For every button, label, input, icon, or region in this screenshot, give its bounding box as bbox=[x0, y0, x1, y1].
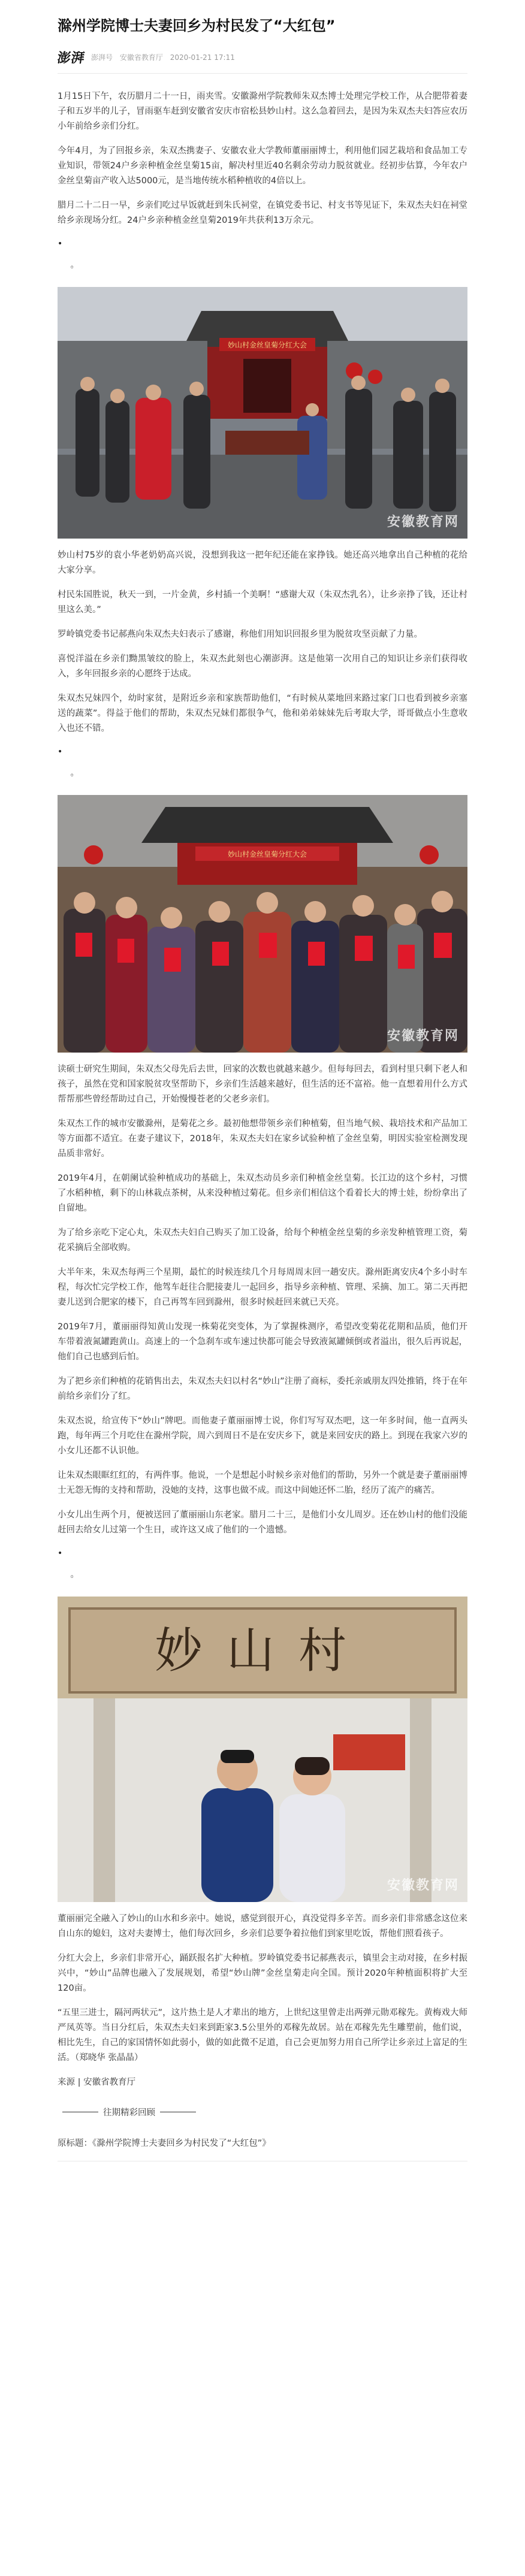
paragraph: 今年4月，为了回报乡亲，朱双杰携妻子、安徽农业大学教师董丽丽博士，利用他们园艺栽培和食品加工专业知识，带领24户乡亲种植金丝皇菊15亩，解决村里近40名剩余劳动力脱贫就业。经初步估算，今年农户金丝皇菊亩产收入达5000元，是当地传统水稻种植收的4倍以上。 bbox=[58, 146, 467, 186]
paragraph: 读硕士研究生期间，朱双杰父母先后去世，回家的次数也就越来越少。但每每回去，看到村里只剩下老人和孩子，虽然在党和国家脱贫攻坚帮助下，乡亲们生活越来越好，但生活的还不富裕。他一直想着用什么方式帮帮那些曾经帮助过自己，开始慢慢苍老的父老乡亲们。 bbox=[58, 1065, 467, 1104]
paragraph: 大半年来，朱双杰每两三个星期，最忙的时候连续几个月每周周末回一趟安庆。滁州距离安庆4个多小时车程，每次忙完学校工作，他驾车赶往合肥接妻儿一起回乡，指导乡亲种植、管理、采摘、加工。第二天再把妻儿送到合肥家的楼下，自己再驾车回到滁州，很多时候赶回来就已天亮。 bbox=[58, 1268, 467, 1307]
original-title-prefix: 原标题： bbox=[58, 2139, 92, 2148]
paragraph: 董丽丽完全融入了妙山的山水和乡亲中。她说，感觉到很开心，真没觉得多辛苦。而乡亲们非常感念这位来自山东的媳妇，这对夫妻博士，他们每次回乡，乡亲们总要争着拉他们到家里吃饭，帮他们照看孩子。 bbox=[58, 1914, 467, 1939]
paragraph: 小女儿出生两个月，便被送回了董丽丽山东老家。腊月二十三，是他们小女儿周岁。还在妙山村的他们没能赶回去给女儿过第一个生日，或许这又成了他们的一个遗憾。 bbox=[58, 1510, 467, 1535]
photo-villagers-envelopes bbox=[58, 795, 467, 1053]
article-title: 滁州学院博士夫妻回乡为村民发了“大红包” bbox=[58, 17, 336, 34]
divider bbox=[58, 73, 467, 74]
paragraph: 罗岭镇党委书记郝燕向朱双杰夫妇表示了感谢，称他们用知识回报乡里为脱贫攻坚贡献了力量。 bbox=[58, 630, 423, 639]
source-label: 澎湃号 bbox=[91, 53, 113, 62]
paragraph: 村民朱国胜说，秋天一到，一片金黄，乡村插一个美啊！“感谢大双（朱双杰乳名），让乡亲挣了钱，还让村里这么美。” bbox=[58, 590, 467, 615]
bullet-circle-icon: ◦ bbox=[70, 263, 75, 273]
bullet-circle-icon: ◦ bbox=[70, 1573, 75, 1582]
publisher-logo[interactable]: 澎湃 bbox=[56, 50, 86, 66]
bullet-dot-icon: • bbox=[58, 239, 63, 249]
article-photo-2 bbox=[58, 795, 467, 1053]
original-title-row bbox=[58, 2136, 467, 2149]
paragraph: 为了给乡亲吃下定心丸，朱双杰夫妇自己购买了加工设备，给每个种植金丝皇菊的乡亲发种植管理工资，菊花采摘后全部收购。 bbox=[58, 1228, 467, 1253]
paragraph: 分红大会上，乡亲们非常开心，踊跃报名扩大种植。罗岭镇党委书记郝燕表示，镇里会主动对接，在乡村振兴中，“妙山”品牌也融入了发展规划，希望“妙山牌”金丝皇菊走向全国。预计2020年种植面积将扩大至120亩。 bbox=[58, 1954, 467, 1993]
banner-text: 妙山村金丝皇菊分红大会 bbox=[227, 850, 307, 858]
more-label: 往期精彩回顾 bbox=[103, 2108, 155, 2118]
banner-text: 妙山村金丝皇菊分红大会 bbox=[227, 341, 307, 349]
author-name[interactable]: 安徽省教育厅 bbox=[119, 53, 163, 62]
paragraph: 2019年4月，在朝阑试验种植成功的基础上，朱双杰动员乡亲们种植金丝皇菊。长江边的这个乡村，习惯了水稻种植，剩下的山林栽点茶树，从来没种植过菊花。但乡亲们相信这个看着长大的博士娃，纷纷拿出了自留地。 bbox=[58, 1174, 467, 1213]
paragraph: 妙山村75岁的袁小华老奶奶高兴说，没想到我这一把年纪还能在家挣钱。她还高兴地拿出自己种植的花给大家分享。 bbox=[58, 551, 467, 575]
paragraph: 朱双杰说，给宣传下“妙山”牌吧。而他妻子董丽丽博士说，你们写写双杰吧，这一年多时间，他一直两头跑，每年两三个月吃住在滁州学院，周六到周日不是在安庆乡下，就是来回安庆的路上。到现在我家六岁的小女儿还都不认识他。 bbox=[58, 1416, 467, 1456]
paragraph: 喜悦洋溢在乡亲们黝黑皱纹的脸上，朱双杰此刻也心潮澎湃。这是他第一次用自己的知识让乡亲们获得收入，多年回报乡亲的心愿终于达成。 bbox=[58, 654, 467, 679]
original-title-link[interactable]: 《滁州学院博士夫妻回乡为村民发了“大红包”》 bbox=[92, 2139, 271, 2148]
paragraph: 让朱双杰眼眶红红的，有两件事。他说，一个是想起小时候乡亲对他们的帮助，另外一个就是妻子董丽丽博士无怨无悔的支持和帮助，没她的支持，这事也做不成。而这中间她还怀二胎，经历了流产的痛苦。 bbox=[58, 1471, 467, 1495]
paragraph: 1月15日下午，农历腊月二十一日，雨夹雪。安徽滁州学院教师朱双杰博士处理完学校工作，从合肥带着妻子和五岁半的儿子，冒雨驱车赶到安徽省安庆市宿松县妙山村。这么急着回去，是因为朱双杰夫妇答应农历小年前给乡亲们分红。 bbox=[58, 92, 468, 131]
paragraph: 为了把乡亲们种植的花销售出去，朱双杰夫妇以村名“妙山”注册了商标，委托亲戚朋友四处推销，终于在年前给乡亲们分了红。 bbox=[58, 1377, 467, 1401]
bullet-dot-icon: • bbox=[58, 747, 63, 757]
paragraph: “五里三进士，隔河两状元”，这片热土是人才辈出的地方，上世纪这里曾走出两弹元勋邓稼先。黄梅戏大师严凤英等。当日分红后，朱双杰夫妇来到距家3.5公里外的邓稼先故居。站在邓稼先先生雕塑前，他们说，相比先生，自己的家国情怀如此弱小，做的如此微不足道，自己会更加努力用自己所学让乡亲过上富足的生活。（郑晓华 张晶晶） bbox=[58, 2008, 467, 2063]
paragraph: 腊月二十二日一早，乡亲们吃过早饭就赶到朱氏祠堂，在镇党委书记、村支书等见证下，朱双杰夫妇在祠堂给乡亲现场分红。24户乡亲种植金丝皇菊2019年共获利13万余元。 bbox=[58, 201, 467, 225]
paragraph: 朱双杰工作的城市安徽滁州，是菊花之乡。最初他想带领乡亲们种植菊，但当地气候、栽培技术和产品加工等方面都不适宜。在妻子建议下，2018年，朱双杰夫妇在家乡试验种植了金丝皇菊，明因实验室检测发现品质非常好。 bbox=[58, 1119, 467, 1159]
bullet-circle-icon: ◦ bbox=[70, 771, 75, 781]
article-photo-1 bbox=[58, 287, 467, 539]
watermark: 安徽教育网 bbox=[387, 1028, 459, 1044]
paragraph: 2019年7月，董丽丽得知黄山发现一株菊花突变体，为了掌握株测序，希望改变菊花花期和品质，他们开车带着液氮罐跑黄山。高速上的一个急刹车或车速过快都可能会导致液氮罐倾倒或者溢出，很久后再说起，他们自己也感到后怕。 bbox=[58, 1322, 467, 1362]
meta-text bbox=[91, 52, 240, 62]
article-source: 来源 | 安徽省教育厅 bbox=[58, 2078, 136, 2087]
article-meta bbox=[58, 48, 467, 66]
photo-ceremony-crowd bbox=[58, 287, 467, 539]
photo-couple-village-gate bbox=[58, 1597, 467, 1902]
watermark: 安徽教育网 bbox=[387, 514, 459, 530]
bullet-dot-icon: • bbox=[58, 1549, 63, 1558]
watermark: 安徽教育网 bbox=[387, 1877, 459, 1893]
village-sign-text: 妙山村 bbox=[155, 1623, 370, 1679]
article-photo-3 bbox=[58, 1597, 467, 1902]
publish-time: 2020-01-21 17:11 bbox=[170, 53, 235, 62]
paragraph: 朱双杰兄妹四个，幼时家贫，是附近乡亲和家族帮助他们，“有时候从菜地回来路过家门口也看到被乡亲塞送的蔬菜”。得益于他们的帮助，朱双杰兄妹们都很争气，他和弟弟妹妹先后考取大学，哥哥做点小生意收入也还不错。 bbox=[58, 694, 467, 733]
more-section-header bbox=[58, 2106, 467, 2118]
